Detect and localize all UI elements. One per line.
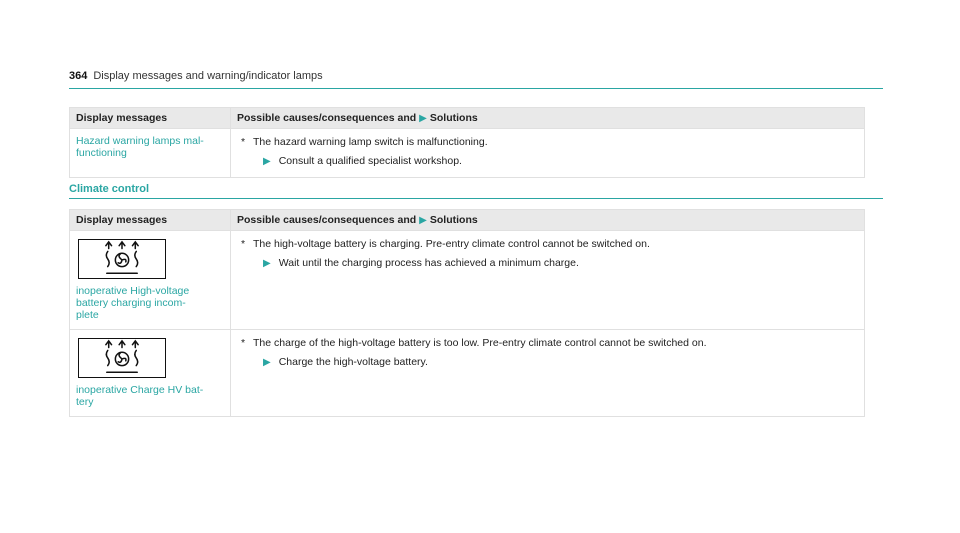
cause-cell — [231, 330, 865, 417]
page-title: Display messages and warning/indicator lamps — [93, 70, 323, 82]
solution-item — [237, 154, 858, 169]
col-causes-label: Possible causes/consequences and — [237, 112, 417, 124]
cause-item — [237, 135, 858, 149]
solution-text: Wait until the charging process has achieved a minimum charge. — [278, 257, 579, 269]
cause-text: The hazard warning lamp switch is malfunctioning. — [253, 136, 488, 148]
cause-text: The charge of the high-voltage battery is too low. Pre-entry climate control cannot be switched on. — [253, 337, 707, 349]
page-number: 364 — [69, 70, 88, 82]
message-cell — [70, 231, 231, 330]
arrow-icon: ▶ — [419, 113, 427, 124]
table-row — [70, 231, 865, 330]
col-causes-label: Possible causes/consequences and — [237, 214, 417, 226]
col-solutions-label: Solutions — [429, 112, 478, 124]
cause-item — [237, 237, 858, 251]
solution-text: Charge the high-voltage battery. — [278, 356, 428, 368]
solution-item — [237, 256, 858, 271]
table-header-row — [70, 108, 865, 129]
header-rule — [69, 88, 883, 89]
message-link[interactable]: inoperative High-voltage battery charging incom- plete — [76, 285, 190, 321]
arrow-icon: ▶ — [263, 156, 271, 167]
bullet-symbol: * — [241, 136, 246, 148]
arrow-icon: ▶ — [263, 258, 271, 269]
col-causes — [231, 210, 865, 231]
arrow-icon: ▶ — [419, 215, 427, 226]
col-solutions-label: Solutions — [429, 214, 478, 226]
hazard-table — [69, 107, 865, 178]
message-link[interactable]: inoperative Charge HV bat- tery — [76, 384, 204, 408]
table-row — [70, 129, 865, 178]
col-causes — [231, 108, 865, 129]
message-link[interactable]: Hazard warning lamps mal- functioning — [76, 135, 204, 159]
cause-text: The high-voltage battery is charging. Pre-entry climate control cannot be switched on. — [253, 238, 650, 250]
bullet-symbol: * — [241, 238, 246, 250]
bullet-symbol: * — [241, 337, 246, 349]
table-row — [70, 330, 865, 417]
message-cell — [70, 129, 231, 178]
climate-fan-heat-icon — [78, 239, 166, 279]
solution-item — [237, 355, 858, 370]
section-title: Climate control — [69, 183, 150, 195]
climate-fan-heat-icon — [78, 338, 166, 378]
page-header — [69, 70, 883, 82]
table-header-row — [70, 210, 865, 231]
cause-cell — [231, 231, 865, 330]
col-display-messages: Display messages — [70, 108, 231, 129]
cause-cell — [231, 129, 865, 178]
arrow-icon: ▶ — [263, 357, 271, 368]
climate-table — [69, 209, 865, 417]
cause-item — [237, 336, 858, 350]
message-cell — [70, 330, 231, 417]
col-display-messages: Display messages — [70, 210, 231, 231]
solution-text: Consult a qualified specialist workshop. — [278, 155, 462, 167]
section-rule — [69, 198, 883, 199]
